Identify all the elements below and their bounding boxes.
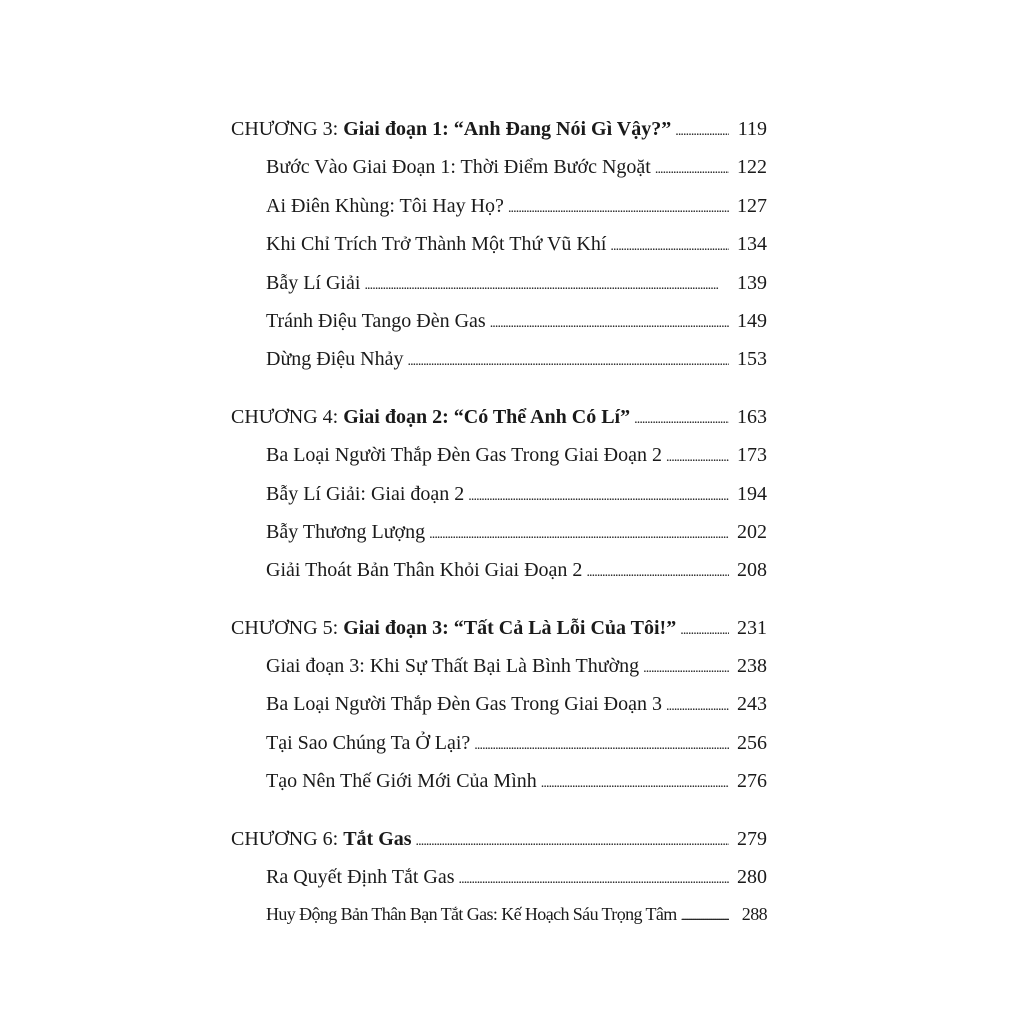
- dot-leader: [666, 444, 729, 467]
- chapter-name: Tắt Gas: [343, 827, 412, 850]
- entry-title: Ra Quyết Định Tắt Gas: [266, 866, 455, 889]
- dot-leader: [474, 732, 729, 755]
- chapter-title: [231, 406, 630, 429]
- dot-leader: [364, 272, 729, 295]
- chapter-prefix: CHƯƠNG 3:: [231, 118, 344, 140]
- dot-leader: [429, 521, 729, 544]
- toc-entry: [231, 348, 767, 386]
- chapter-heading: [231, 828, 767, 866]
- dot-leader: [680, 617, 729, 640]
- page-number: 202: [737, 520, 767, 543]
- chapter-title: [231, 617, 676, 640]
- chapter-heading: [231, 617, 767, 655]
- page-number: 139: [737, 271, 767, 294]
- dot-leader: [490, 310, 729, 333]
- toc-entry: [231, 559, 767, 597]
- toc-entry: [231, 521, 767, 559]
- page-number: 194: [737, 482, 767, 505]
- dot-leader: [468, 483, 729, 506]
- entry-title: Khi Chỉ Trích Trở Thành Một Thứ Vũ Khí: [266, 233, 607, 256]
- chapter-heading: [231, 406, 767, 444]
- chapter-prefix: CHƯƠNG 6:: [231, 827, 344, 850]
- entry-title: Huy Động Bản Thân Bạn Tắt Gas: Kế Hoạch Sáu Trọng Tâm: [266, 904, 677, 925]
- page-number: 276: [737, 770, 767, 793]
- entry-title: Tránh Điệu Tango Đèn Gas: [266, 309, 486, 332]
- dot-leader: [643, 655, 729, 678]
- page-number: 280: [737, 866, 767, 889]
- dot-leader: [634, 406, 729, 429]
- dot-leader: [407, 348, 729, 371]
- chapter-4: [231, 406, 767, 598]
- page-number: 119: [737, 118, 767, 140]
- page-number: 208: [737, 559, 767, 582]
- entry-title: Giai đoạn 3: Khi Sự Thất Bại Là Bình Thường: [266, 655, 640, 678]
- entry-title: Ba Loại Người Thắp Đèn Gas Trong Giai Đoạn 3: [266, 693, 663, 716]
- entry-title: Dừng Điệu Nhảy: [266, 348, 404, 371]
- entry-title: Bẫy Thương Lượng: [266, 520, 426, 543]
- toc-entry: [231, 483, 767, 521]
- entry-title: Ba Loại Người Thắp Đèn Gas Trong Giai Đoạn 2: [266, 444, 663, 467]
- toc-entry: [231, 156, 767, 194]
- chapter-6: [231, 828, 767, 943]
- dot-leader: [508, 195, 729, 218]
- toc-entry: [231, 233, 767, 271]
- chapter-5: [231, 617, 767, 809]
- dot-leader: [586, 559, 729, 582]
- page-number: 127: [737, 194, 767, 217]
- entry-title: Giải Thoát Bản Thân Khỏi Giai Đoạn 2: [266, 559, 583, 582]
- page-number: 256: [737, 731, 767, 754]
- entry-title: Bước Vào Giai Đoạn 1: Thời Điểm Bước Ngoặt: [266, 156, 651, 179]
- page-number: 163: [737, 405, 767, 428]
- chapter-name: Giai đoạn 1: “Anh Đang Nói Gì Vậy?”: [343, 118, 672, 140]
- toc-entry: [231, 904, 767, 942]
- page-number: 149: [737, 309, 767, 332]
- toc-entry: [231, 272, 767, 310]
- toc-entry: [231, 693, 767, 731]
- dot-leader: [666, 693, 729, 716]
- chapter-prefix: CHƯƠNG 4:: [231, 405, 344, 428]
- entry-title: Tạo Nên Thế Giới Mới Của Mình: [266, 770, 537, 793]
- toc-entry: [231, 770, 767, 808]
- chapter-heading: [231, 118, 767, 156]
- toc-entry: [231, 866, 767, 904]
- toc-entry: [231, 732, 767, 770]
- page-number: 122: [737, 156, 767, 179]
- entry-title: Tại Sao Chúng Ta Ở Lại?: [266, 731, 471, 754]
- chapter-3: [231, 118, 767, 387]
- entry-title: Bẫy Lí Giải: [266, 271, 361, 294]
- dot-leader: [541, 770, 729, 793]
- dot-leader: [610, 233, 729, 256]
- page-number: 153: [737, 348, 767, 371]
- toc-entry: [231, 310, 767, 348]
- chapter-name: Giai đoạn 3: “Tất Cả Là Lỗi Của Tôi!”: [343, 616, 677, 639]
- chapter-title: [231, 828, 412, 851]
- toc-entry: [231, 195, 767, 233]
- toc-entry: [231, 444, 767, 482]
- dot-leader: [416, 828, 729, 851]
- dot-leader: [675, 118, 729, 141]
- page-number: 238: [737, 655, 767, 678]
- chapter-prefix: CHƯƠNG 5:: [231, 616, 344, 639]
- entry-title: Ai Điên Khùng: Tôi Hay Họ?: [266, 194, 504, 217]
- entry-title: Bẫy Lí Giải: Giai đoạn 2: [266, 482, 465, 505]
- dot-leader: [655, 156, 729, 179]
- chapter-name: Giai đoạn 2: “Có Thể Anh Có Lí”: [343, 405, 631, 428]
- page-number: 288: [741, 904, 767, 925]
- page-number: 231: [737, 616, 767, 639]
- page-number: 243: [737, 693, 767, 716]
- dot-leader: [459, 866, 730, 889]
- page-number: 279: [737, 827, 767, 850]
- dot-leader: [681, 904, 729, 925]
- page-number: 173: [737, 444, 767, 467]
- table-of-contents: [231, 118, 767, 962]
- toc-entry: [231, 655, 767, 693]
- chapter-title: [231, 118, 671, 141]
- page-number: 134: [737, 233, 767, 256]
